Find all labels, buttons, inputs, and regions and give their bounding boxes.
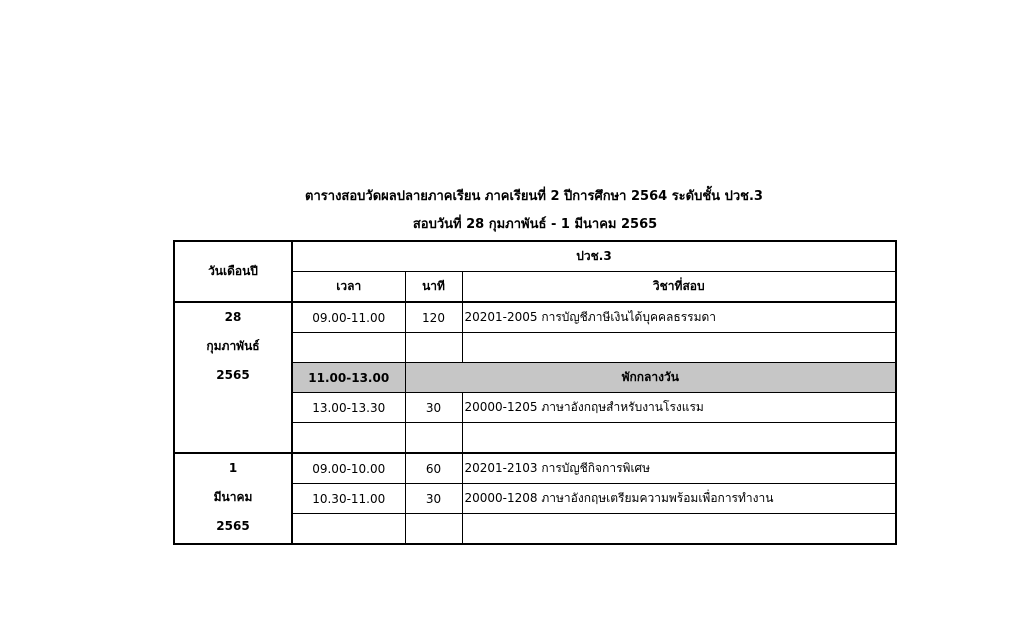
minutes-cell — [405, 333, 462, 363]
time-cell — [292, 333, 405, 363]
table-row — [174, 453, 896, 484]
date-year: 2565 — [216, 519, 250, 533]
subject-cell: 20000-1205 ภาษาอังกฤษสำหรับงานโรงแรม — [462, 393, 896, 423]
date-cell-day1 — [174, 302, 292, 453]
subject-cell — [462, 423, 896, 454]
subject-cell: 20201-2005 การบัญชีภาษีเงินได้บุคคลธรรมดา — [462, 302, 896, 333]
header-time: เวลา — [292, 272, 405, 303]
table-row — [174, 302, 896, 333]
minutes-cell: 120 — [405, 302, 462, 333]
time-cell — [292, 514, 405, 545]
subject-cell — [462, 514, 896, 545]
header-minutes: นาที — [405, 272, 462, 303]
lunch-break-label: พักกลางวัน — [405, 363, 896, 393]
time-cell: 13.00-13.30 — [292, 393, 405, 423]
subject-cell — [462, 333, 896, 363]
header-date: วันเดือนปี — [174, 241, 292, 302]
schedule-subtitle: สอบวันที่ 28 กุมภาพันธ์ - 1 มีนาคม 2565 — [412, 217, 658, 232]
minutes-cell: 60 — [405, 453, 462, 484]
minutes-cell — [405, 423, 462, 454]
time-cell: 10.30-11.00 — [292, 484, 405, 514]
date-cell-day2 — [174, 453, 292, 544]
header-group: ปวช.3 — [292, 241, 896, 272]
time-cell — [292, 423, 405, 454]
subject-cell: 20000-1208 ภาษาอังกฤษเตรียมความพร้อมเพื่อการทำงาน — [462, 484, 896, 514]
minutes-cell: 30 — [405, 393, 462, 423]
subject-cell: 20201-2103 การบัญชีกิจการพิเศษ — [462, 453, 896, 484]
header-row-1 — [174, 241, 896, 272]
date-day: 28 — [224, 310, 242, 324]
time-cell: 09.00-11.00 — [292, 302, 405, 333]
schedule-title: ตารางสอบวัดผลปลายภาคเรียน ภาคเรียนที่ 2 ปีการศึกษา 2564 ระดับชั้น ปวช.3 — [305, 189, 763, 204]
date-month: กุมภาพันธ์ — [206, 339, 260, 353]
header-subject: วิชาที่สอบ — [462, 272, 896, 303]
minutes-cell — [405, 514, 462, 545]
lunch-time-cell: 11.00-13.00 — [292, 363, 405, 393]
date-day: 1 — [228, 461, 238, 475]
date-year: 2565 — [216, 368, 250, 382]
minutes-cell: 30 — [405, 484, 462, 514]
date-month: มีนาคม — [213, 490, 253, 504]
exam-schedule-table — [173, 240, 897, 545]
time-cell: 09.00-10.00 — [292, 453, 405, 484]
